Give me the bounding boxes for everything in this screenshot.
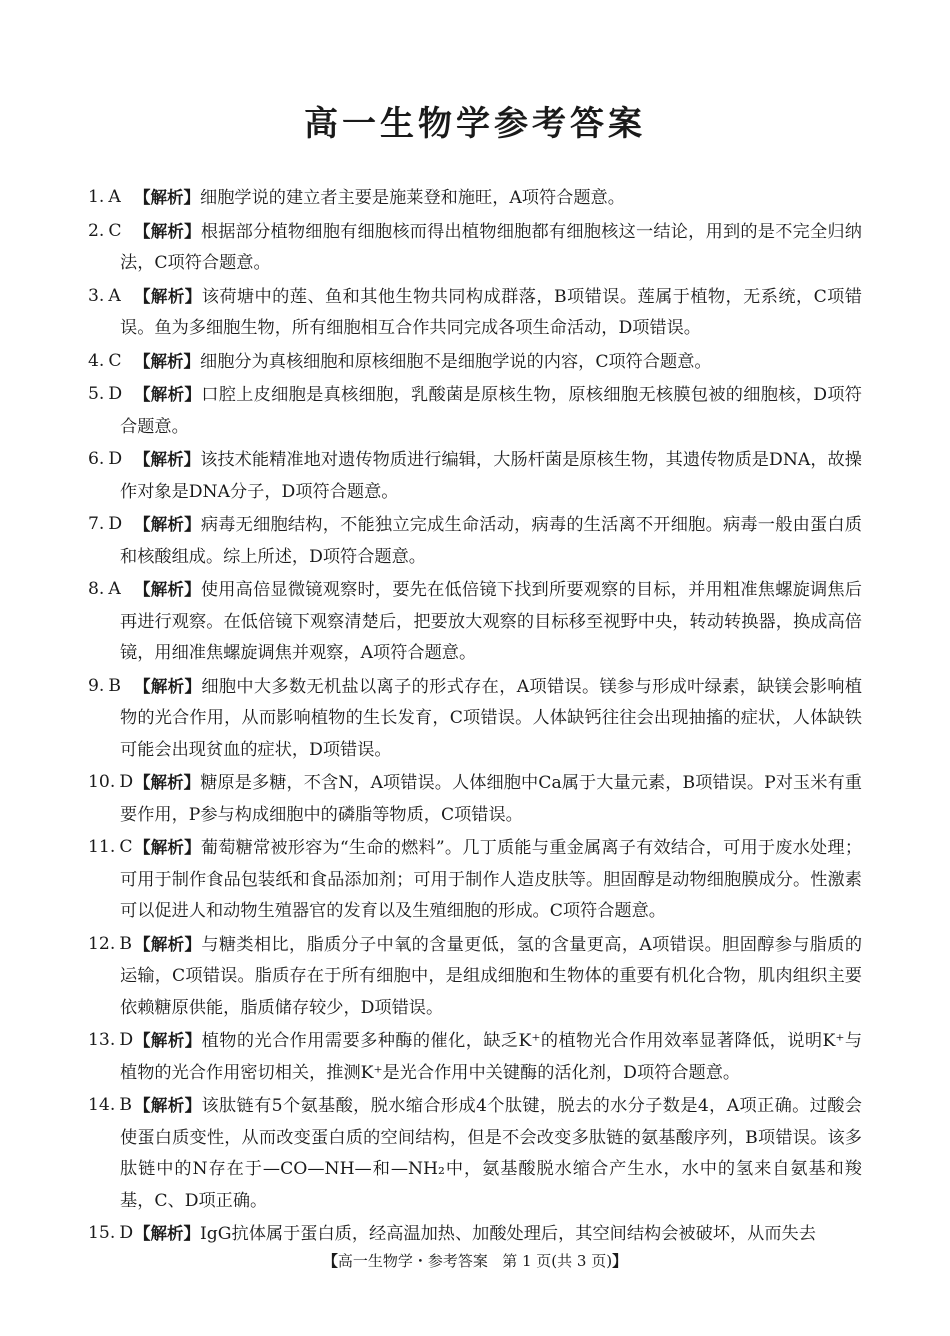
answer-item <box>88 1090 862 1217</box>
analysis-text: 葡萄糖常被形容为“生命的燃料”。几丁质能与重金属离子有效结合，可用于废水处理；可用于制作食品包装纸和食品添加剂；可用于制作人造皮肤等。胆固醇是动物细胞膜成分。性激素可以促进人和动物生殖器官的发育以及生殖细胞的形成。C项符合题意。 <box>120 838 863 921</box>
answer-item <box>88 509 862 573</box>
analysis-tag: 【解析】 <box>134 286 202 306</box>
analysis-text: 该肽链有5个氨基酸，脱水缩合形成4个肽键，脱去的水分子数是4，A项正确。过酸会使蛋白质变性，从而改变蛋白质的空间结构，但是不会改变多肽链的氨基酸序列，B项错误。该多肽链中的N存在于—CO—NH—和—NH₂中，氨基酸脱水缩合产生水，水中的氢来自氨基和羧基，C、D项正确。 <box>120 1096 862 1211</box>
analysis-tag: 【解析】 <box>134 676 202 696</box>
analysis-text: 该技术能精准地对遗传物质进行编辑，大肠杆菌是原核生物，其遗传物质是DNA，故操作对象是DNA分子，D项符合题意。 <box>120 450 862 502</box>
item-number: 15. D <box>88 1223 134 1243</box>
answer-item <box>88 216 862 280</box>
analysis-tag: 【解析】 <box>134 515 201 534</box>
answer-item <box>88 182 862 215</box>
answer-item <box>88 281 862 345</box>
analysis-tag: 【解析】 <box>134 1096 202 1115</box>
answer-item <box>88 574 862 670</box>
analysis-tag: 【解析】 <box>134 934 202 954</box>
item-number: 13. D <box>88 1030 134 1050</box>
analysis-tag: 【解析】 <box>134 1031 202 1050</box>
answer-item <box>88 379 862 443</box>
item-number: 6. D <box>88 449 123 469</box>
analysis-text: 与糖类相比，脂质分子中氧的含量更低，氢的含量更高，A项错误。胆固醇参与脂质的运输，C项错误。脂质存在于所有细胞中，是组成细胞和生物体的重要有机化合物，肌肉组织主要依赖糖原供能，脂质储存较少，D项错误。 <box>120 934 863 1018</box>
analysis-text: 口腔上皮细胞是真核细胞，乳酸菌是原核生物，原核细胞无核膜包被的细胞核，D项符合题意。 <box>120 385 862 437</box>
item-number: 2. C <box>88 220 122 241</box>
answer-item <box>88 346 862 379</box>
answer-item <box>88 1025 862 1089</box>
analysis-tag: 【解析】 <box>134 773 201 792</box>
analysis-text: 细胞学说的建立者主要是施莱登和施旺，A项符合题意。 <box>200 188 625 208</box>
answer-item <box>88 444 862 508</box>
page-footer <box>0 1250 950 1271</box>
footer-label: 高一生物学・参考答案 <box>337 1252 488 1270</box>
item-number: 10. D <box>88 772 134 792</box>
analysis-text: 病毒无细胞结构，不能独立完成生命活动，病毒的生活离不开细胞。病毒一般由蛋白质和核酸组成。综上所述，D项符合题意。 <box>120 515 862 567</box>
footer-left-bracket: 【 <box>322 1252 338 1270</box>
item-number: 4. C <box>88 350 122 371</box>
analysis-tag: 【解析】 <box>134 838 201 857</box>
item-number: 11. C <box>88 837 133 857</box>
item-number: 5. D <box>88 384 123 404</box>
footer-page-number: 第 1 页(共 3 页) <box>502 1252 613 1270</box>
analysis-text: 使用高倍显微镜观察时，要先在低倍镜下找到所要观察的目标，并用粗准焦螺旋调焦后再进行观察。在低倍镜下观察清楚后，把要放大观察的目标移至视野中央，转动转换器，换成高倍镜，用细准焦螺旋调焦并观察，A项符合题意。 <box>120 580 862 663</box>
analysis-text: 细胞分为真核细胞和原核细胞不是细胞学说的内容，C项符合题意。 <box>200 351 712 372</box>
item-number: 7. D <box>88 514 123 534</box>
analysis-tag: 【解析】 <box>134 221 201 241</box>
analysis-text: 糖原是多糖，不含N，A项错误。人体细胞中Ca属于大量元素，B项错误。P对玉米有重要作用，P参与构成细胞中的磷脂等物质，C项错误。 <box>120 773 862 825</box>
item-number: 14. B <box>88 1095 132 1115</box>
page-title: 高一生物学参考答案 <box>304 104 646 144</box>
item-number: 1. A <box>88 187 121 207</box>
footer-right-bracket: 】 <box>612 1252 628 1270</box>
analysis-tag: 【解析】 <box>134 580 201 599</box>
analysis-text: IgG抗体属于蛋白质，经高温加热、加酸处理后，其空间结构会被破坏，从而失去 <box>200 1224 816 1244</box>
item-number: 8. A <box>88 579 121 599</box>
answer-item <box>88 671 862 767</box>
analysis-tag: 【解析】 <box>134 1224 200 1243</box>
answer-item <box>88 929 862 1025</box>
item-number: 9. B <box>88 675 122 696</box>
analysis-text: 根据部分植物细胞有细胞核而得出植物细胞都有细胞核这一结论，用到的是不完全归纳法，C项符合题意。 <box>120 221 862 273</box>
analysis-text: 植物的光合作用需要多种酶的催化，缺乏K⁺的植物光合作用效率显著降低，说明K⁺与植物的光合作用密切相关，推测K⁺是光合作用中关键酶的活化剂，D项符合题意。 <box>120 1031 863 1083</box>
answer-item <box>88 1218 862 1251</box>
answer-item <box>88 767 862 831</box>
analysis-text: 该荷塘中的莲、鱼和其他生物共同构成群落，B项错误。莲属于植物，无系统，C项错误。鱼为多细胞生物，所有细胞相互合作共同完成各项生命活动，D项错误。 <box>120 286 862 338</box>
item-number: 12. B <box>88 933 132 954</box>
analysis-text: 细胞中大多数无机盐以离子的形式存在，A项错误。镁参与形成叶绿素，缺镁会影响植物的光合作用，从而影响植物的生长发育，C项错误。人体缺钙往往会出现抽搐的症状，人体缺铁可能会出现贫血的症状，D项错误。 <box>120 676 863 760</box>
analysis-tag: 【解析】 <box>134 351 200 371</box>
analysis-tag: 【解析】 <box>134 188 200 207</box>
item-number: 3. A <box>88 285 121 306</box>
analysis-tag: 【解析】 <box>134 385 202 404</box>
analysis-tag: 【解析】 <box>134 450 201 469</box>
answer-item <box>88 832 862 928</box>
answer-list <box>88 182 862 1252</box>
